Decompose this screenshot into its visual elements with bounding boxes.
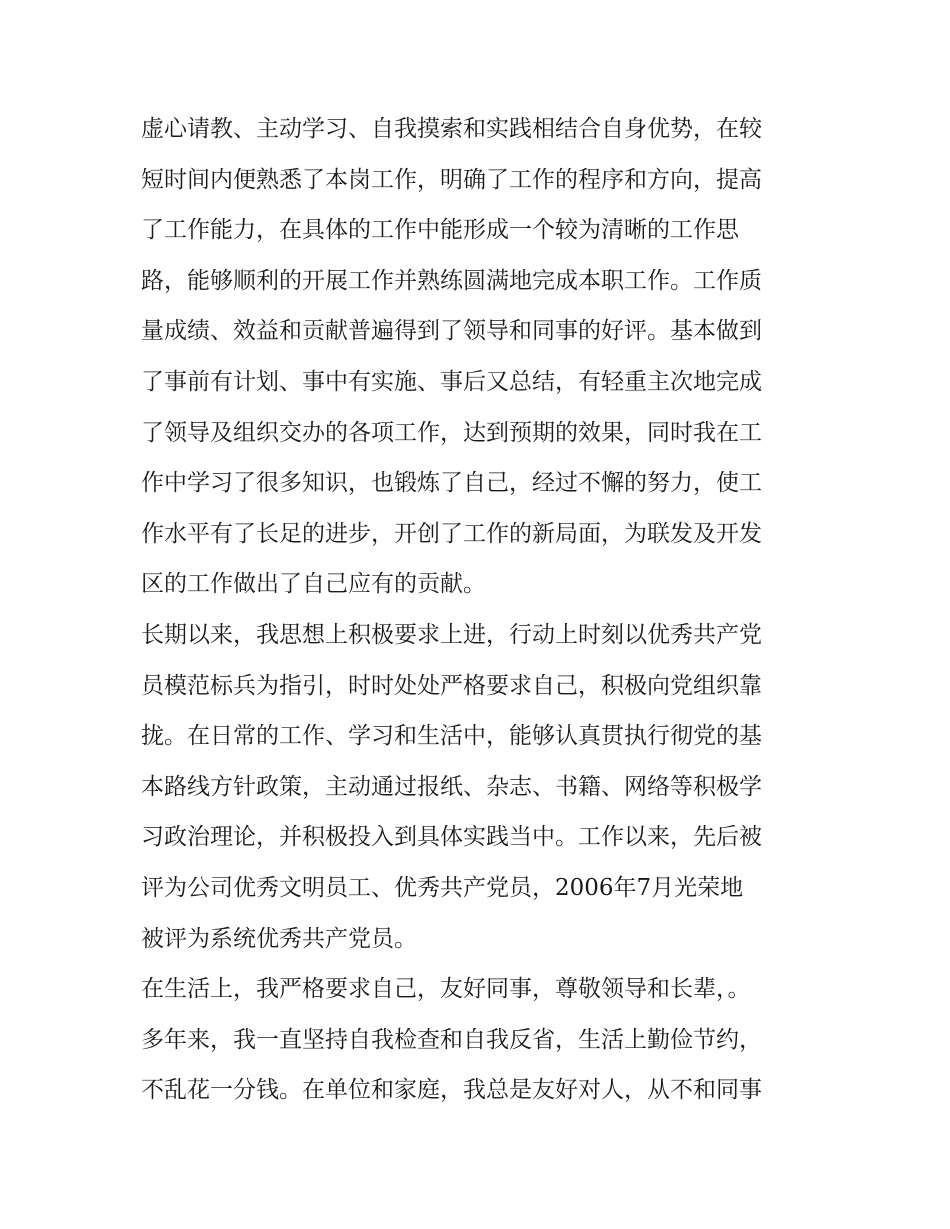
text-line: 虚心请教、主动学习、自我摸索和实践相结合自身优势，在较 — [141, 116, 762, 142]
text-line: 不乱花一分钱。在单位和家庭，我总是友好对人，从不和同事 — [141, 1077, 762, 1104]
text-line: 量成绩、效益和贡献普遍得到了领导和同事的好评。基本做到 — [141, 318, 762, 345]
text-line: 了工作能力，在具体的工作中能形成一个较为清晰的工作思 — [141, 217, 739, 244]
text-line: 路，能够顺利的开展工作并熟练圆满地完成本职工作。工作质 — [141, 267, 762, 294]
text-line: 评为公司优秀文明员工、优秀共产党员，2006年7月光荣地 — [141, 874, 744, 901]
text-line: 区的工作做出了自己应有的贡献。 — [141, 571, 486, 598]
text-line: 在生活上，我严格要求自己，友好同事，尊敬领导和长辈，。 — [141, 976, 751, 1003]
text-line: 本路线方针政策，主动通过报纸、杂志、书籍、网络等积极学 — [141, 773, 762, 800]
text-line: 短时间内便熟悉了本岗工作，明确了工作的程序和方向，提高 — [141, 166, 762, 193]
text-line: 员模范标兵为指引，时时处处严格要求自己，积极向党组织靠 — [141, 672, 762, 699]
text-line: 了领导及组织交办的各项工作，达到预期的效果，同时我在工 — [141, 419, 762, 446]
text-line: 习政治理论，并积极投入到具体实践当中。工作以来，先后被 — [141, 824, 762, 851]
text-line: 长期以来，我思想上积极要求上进，行动上时刻以优秀共产党 — [141, 621, 762, 648]
text-line: 拢。在日常的工作、学习和生活中，能够认真贯执行彻党的基 — [141, 723, 762, 750]
text-line: 作中学习了很多知识，也锻炼了自己，经过不懈的努力，使工 — [141, 470, 762, 497]
text-line: 作水平有了长足的进步，开创了工作的新局面，为联发及开发 — [141, 520, 762, 547]
text-line: 多年来，我一直坚持自我检查和自我反省，生活上勤俭节约， — [141, 1026, 762, 1053]
text-line: 被评为系统优秀共产党员。 — [141, 925, 417, 952]
body-text — [141, 104, 821, 1116]
text-line: 了事前有计划、事中有实施、事后又总结，有轻重主次地完成 — [141, 368, 762, 395]
